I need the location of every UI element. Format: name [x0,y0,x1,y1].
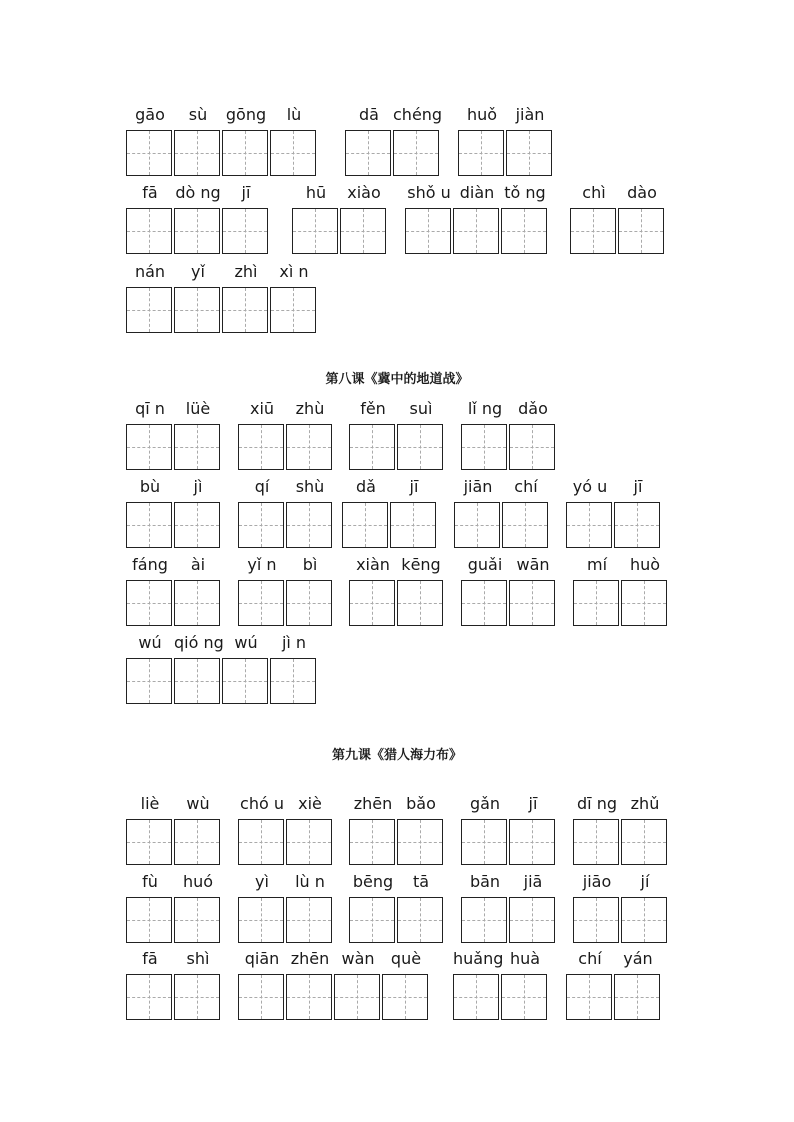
pinyin-label: jì [193,477,203,496]
pinyin-label: gōng [225,105,267,124]
writing-boxes [349,580,445,626]
tian-zi-ge-cell[interactable] [349,580,395,626]
pinyin-label: dào [627,183,657,202]
writing-boxes [461,819,557,865]
pinyin-label: xiè [298,794,322,813]
tian-zi-ge-cell[interactable] [461,580,507,626]
tian-zi-ge-cell[interactable] [126,208,172,254]
tian-zi-ge-cell[interactable] [126,897,172,943]
pinyin-label: gǎn [469,794,501,813]
tian-zi-ge-cell[interactable] [397,580,443,626]
pinyin-label: shù [295,477,325,496]
tian-zi-ge-cell[interactable] [573,819,619,865]
tian-zi-ge-cell[interactable] [461,819,507,865]
tian-zi-ge-cell[interactable] [397,819,443,865]
pinyin-label: zhēn [290,949,330,968]
pinyin-label: mí [586,555,608,574]
tian-zi-ge-cell[interactable] [566,974,612,1020]
writing-boxes [292,208,388,254]
pinyin-label: huó [182,872,214,891]
pinyin-label: wàn [341,949,375,968]
writing-boxes [405,208,549,254]
tian-zi-ge-cell[interactable] [174,208,220,254]
tian-zi-ge-cell[interactable] [621,897,667,943]
tian-zi-ge-cell[interactable] [618,208,664,254]
pinyin-label: yǐ n [247,555,277,574]
writing-boxes [126,287,318,333]
writing-boxes [126,658,318,704]
pinyin-label: dī ng [577,794,617,813]
tian-zi-ge-cell[interactable] [454,502,500,548]
writing-boxes [453,974,549,1020]
tian-zi-ge-cell[interactable] [222,208,268,254]
section2-row [0,476,794,556]
section3-row [0,871,794,951]
tian-zi-ge-cell[interactable] [222,658,268,704]
pinyin-label: dò ng [175,183,221,202]
tian-zi-ge-cell[interactable] [174,580,220,626]
pinyin-label: wù [186,794,210,813]
section2-row [0,398,794,478]
tian-zi-ge-cell[interactable] [126,424,172,470]
writing-boxes [573,580,669,626]
writing-boxes [461,424,557,470]
writing-boxes [349,424,445,470]
pinyin-label: dā [359,105,379,124]
writing-boxes [126,424,222,470]
pinyin-label: fáng [132,555,168,574]
tian-zi-ge-cell[interactable] [270,130,316,176]
tian-zi-ge-cell[interactable] [397,424,443,470]
pinyin-label: huǒ [466,105,498,124]
writing-boxes [345,130,441,176]
tian-zi-ge-cell[interactable] [509,819,555,865]
tian-zi-ge-cell[interactable] [222,287,268,333]
tian-zi-ge-cell[interactable] [621,819,667,865]
writing-boxes [238,974,430,1020]
pinyin-label: jī [633,477,643,496]
tian-zi-ge-cell[interactable] [174,897,220,943]
pinyin-label: bēng [352,872,394,891]
tian-zi-ge-cell[interactable] [453,974,499,1020]
pinyin-label: qiān [244,949,280,968]
tian-zi-ge-cell[interactable] [393,130,439,176]
pinyin-label: jiā [523,872,543,891]
tian-zi-ge-cell[interactable] [570,208,616,254]
tian-zi-ge-cell[interactable] [238,580,284,626]
pinyin-label: wú [234,633,258,652]
pinyin-label: jiàn [515,105,545,124]
tian-zi-ge-cell[interactable] [238,897,284,943]
section3-row [0,948,794,1028]
tian-zi-ge-cell[interactable] [461,897,507,943]
pinyin-label: lüè [185,399,211,418]
writing-boxes [573,897,669,943]
tian-zi-ge-cell[interactable] [126,502,172,548]
writing-boxes [458,130,554,176]
tian-zi-ge-cell[interactable] [509,580,555,626]
pinyin-label: yǐ [191,262,205,281]
pinyin-label: bì [302,555,318,574]
pinyin-label: jī [409,477,419,496]
tian-zi-ge-cell[interactable] [509,897,555,943]
writing-boxes [566,974,662,1020]
tian-zi-ge-cell[interactable] [238,502,284,548]
section2-row [0,554,794,634]
tian-zi-ge-cell[interactable] [334,974,380,1020]
tian-zi-ge-cell[interactable] [566,502,612,548]
pinyin-label: xì n [279,262,309,281]
tian-zi-ge-cell[interactable] [405,208,451,254]
pinyin-label: dǎ [356,477,376,496]
tian-zi-ge-cell[interactable] [340,208,386,254]
writing-boxes [126,897,222,943]
pinyin-label: qī n [135,399,165,418]
writing-boxes [349,897,445,943]
pinyin-label: diàn [459,183,495,202]
writing-boxes [573,819,669,865]
pinyin-label: bǎo [406,794,436,813]
tian-zi-ge-cell[interactable] [390,502,436,548]
tian-zi-ge-cell[interactable] [614,974,660,1020]
pinyin-label: xiào [347,183,381,202]
section2-row [0,632,794,712]
pinyin-label: què [390,949,422,968]
tian-zi-ge-cell[interactable] [621,580,667,626]
pinyin-label: huà [509,949,541,968]
pinyin-label: lù n [295,872,325,891]
pinyin-label: zhēn [353,794,393,813]
pinyin-label: chí [578,949,602,968]
pinyin-label: jiān [463,477,493,496]
pinyin-label: yán [623,949,653,968]
lesson-9-title: 第九课《猎人海力布》 [331,748,462,763]
writing-boxes [238,580,334,626]
tian-zi-ge-cell[interactable] [349,819,395,865]
tian-zi-ge-cell[interactable] [126,580,172,626]
tian-zi-ge-cell[interactable] [270,658,316,704]
tian-zi-ge-cell[interactable] [345,130,391,176]
tian-zi-ge-cell[interactable] [126,974,172,1020]
pinyin-label: wān [516,555,550,574]
section1-row [0,261,794,341]
pinyin-label: suì [409,399,433,418]
pinyin-label: ài [190,555,206,574]
section1-row [0,182,794,262]
tian-zi-ge-cell[interactable] [342,502,388,548]
tian-zi-ge-cell[interactable] [509,424,555,470]
tian-zi-ge-cell[interactable] [286,897,332,943]
pinyin-label: gāo [135,105,165,124]
pinyin-label: xiàn [356,555,390,574]
pinyin-label: qió ng [174,633,224,652]
writing-boxes [126,819,222,865]
tian-zi-ge-cell[interactable] [461,424,507,470]
pinyin-label: zhì [234,262,258,281]
pinyin-label: zhǔ [630,794,660,813]
writing-boxes [238,819,334,865]
pinyin-label: jì n [281,633,307,652]
tian-zi-ge-cell[interactable] [174,502,220,548]
tian-zi-ge-cell[interactable] [501,974,547,1020]
pinyin-label: chí [514,477,538,496]
pinyin-label: lù [286,105,302,124]
pinyin-label: liè [140,794,160,813]
section1-row [0,104,794,184]
writing-boxes [126,208,270,254]
pinyin-label: zhù [295,399,325,418]
pinyin-label: kēng [401,555,441,574]
pinyin-label: nán [134,262,166,281]
tian-zi-ge-cell[interactable] [238,819,284,865]
pinyin-label: lǐ ng [467,399,503,418]
pinyin-label: fù [142,872,158,891]
tian-zi-ge-cell[interactable] [270,287,316,333]
tian-zi-ge-cell[interactable] [382,974,428,1020]
tian-zi-ge-cell[interactable] [614,502,660,548]
tian-zi-ge-cell[interactable] [286,502,332,548]
pinyin-label: fā [142,183,158,202]
tian-zi-ge-cell[interactable] [573,897,619,943]
lesson-8-title: 第八课《冀中的地道战》 [325,372,469,387]
pinyin-label: fā [142,949,158,968]
writing-boxes [349,819,445,865]
writing-boxes [461,897,557,943]
pinyin-label: bù [139,477,161,496]
tian-zi-ge-cell[interactable] [126,287,172,333]
pinyin-label: hū [305,183,327,202]
pinyin-label: chì [582,183,606,202]
tian-zi-ge-cell[interactable] [238,424,284,470]
writing-boxes [126,974,222,1020]
pinyin-label: jī [241,183,251,202]
tian-zi-ge-cell[interactable] [174,287,220,333]
tian-zi-ge-cell[interactable] [453,208,499,254]
pinyin-label: huǎng [453,949,504,968]
pinyin-label: jī [528,794,538,813]
pinyin-label: bān [469,872,501,891]
tian-zi-ge-cell[interactable] [286,974,332,1020]
pinyin-label: chó u [240,794,284,813]
writing-boxes [238,424,334,470]
tian-zi-ge-cell[interactable] [573,580,619,626]
pinyin-label: sù [188,105,208,124]
tian-zi-ge-cell[interactable] [126,658,172,704]
pinyin-label: yó u [572,477,608,496]
tian-zi-ge-cell[interactable] [502,502,548,548]
writing-boxes [126,502,222,548]
pinyin-label: dǎo [518,399,548,418]
section3-row [0,793,794,873]
pinyin-label: jiāo [582,872,612,891]
pinyin-label: xiū [249,399,275,418]
writing-boxes [238,897,334,943]
tian-zi-ge-cell[interactable] [174,974,220,1020]
pinyin-label: jí [640,872,650,891]
tian-zi-ge-cell[interactable] [174,130,220,176]
tian-zi-ge-cell[interactable] [397,897,443,943]
writing-boxes [461,580,557,626]
writing-boxes [126,580,222,626]
tian-zi-ge-cell[interactable] [126,819,172,865]
tian-zi-ge-cell[interactable] [349,424,395,470]
pinyin-label: tǒ ng [504,183,546,202]
writing-boxes [570,208,666,254]
tian-zi-ge-cell[interactable] [458,130,504,176]
pinyin-label: tā [412,872,430,891]
pinyin-label: yì [255,872,269,891]
tian-zi-ge-cell[interactable] [174,819,220,865]
pinyin-label: guǎi [467,555,503,574]
pinyin-label: huò [629,555,661,574]
pinyin-label: chéng [393,105,443,124]
tian-zi-ge-cell[interactable] [174,658,220,704]
writing-boxes [238,502,334,548]
tian-zi-ge-cell[interactable] [501,208,547,254]
pinyin-label: shì [186,949,210,968]
tian-zi-ge-cell[interactable] [222,130,268,176]
tian-zi-ge-cell[interactable] [286,580,332,626]
tian-zi-ge-cell[interactable] [238,974,284,1020]
tian-zi-ge-cell[interactable] [174,424,220,470]
tian-zi-ge-cell[interactable] [126,130,172,176]
pinyin-label: fěn [360,399,386,418]
pinyin-label: shǒ u [407,183,451,202]
writing-boxes [566,502,662,548]
writing-boxes [342,502,438,548]
writing-boxes [126,130,318,176]
pinyin-label: wú [138,633,162,652]
tian-zi-ge-cell[interactable] [286,424,332,470]
pinyin-label: qí [254,477,270,496]
tian-zi-ge-cell[interactable] [506,130,552,176]
writing-boxes [454,502,550,548]
tian-zi-ge-cell[interactable] [286,819,332,865]
tian-zi-ge-cell[interactable] [292,208,338,254]
tian-zi-ge-cell[interactable] [349,897,395,943]
